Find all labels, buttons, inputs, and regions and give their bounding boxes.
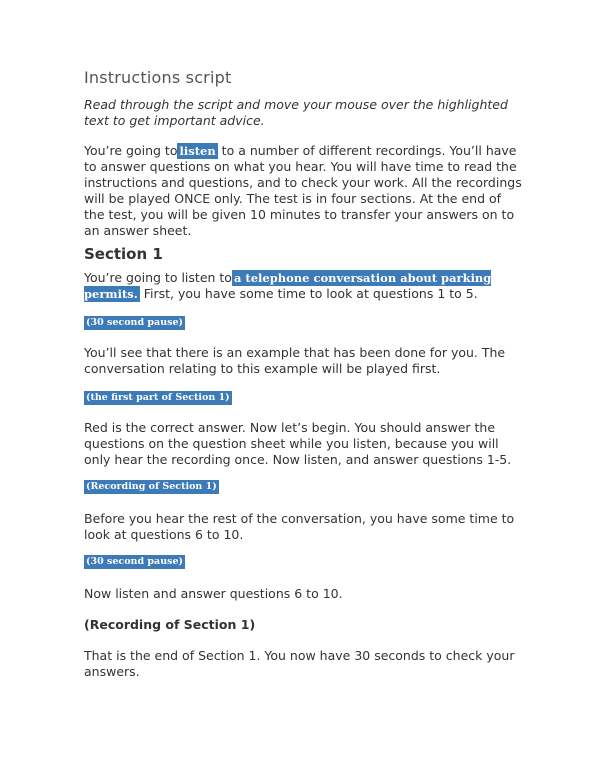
highlight-recording-section-1[interactable]: (Recording of Section 1)	[86, 481, 217, 492]
highlight-30-second-pause-2[interactable]: (30 second pause)	[86, 556, 183, 567]
paragraph-intro	[84, 143, 524, 239]
paragraph-text: You’re going to	[84, 143, 178, 158]
paragraph-end-section-1: That is the end of Section 1. You now have 30 seconds to check your answers.	[84, 648, 515, 679]
document-title: Instructions script	[84, 68, 232, 87]
paragraph-example: You’ll see that there is an example that has been done for you. The conversation relating to this example will be played first.	[84, 345, 506, 376]
paragraph-section1-intro	[84, 270, 524, 302]
paragraph-rest-of-conversation: Before you hear the rest of the conversation, you have some time to look at questions 6 to 10.	[84, 511, 515, 542]
paragraph-text: You’re going to listen to	[84, 270, 232, 285]
highlight-first-part-section-1[interactable]: (the first part of Section 1)	[86, 392, 230, 403]
recording-heading: (Recording of Section 1)	[84, 617, 256, 632]
paragraph-begin: Red is the correct answer. Now let’s begin. You should answer the questions on the question sheet while you listen, because you will only hear the recording once. Now listen, and answer questions 1-5.	[84, 420, 512, 467]
highlight-telephone-conversation[interactable]: a telephone conversation about parking permits.	[84, 271, 492, 301]
highlight-30-second-pause[interactable]: (30 second pause)	[86, 317, 183, 328]
paragraph-text: to a number of different recordings. You’ll have to answer questions on what you hear. You will have time to read the instructions and questions, and to check your work. All the recordings will be played ONCE only. The test is in four sections. At the end of the test, you will be given 10 minutes to transfer your answers on to an answer sheet.	[84, 143, 522, 238]
paragraph-questions-6-10: Now listen and answer questions 6 to 10.	[84, 586, 343, 601]
highlight-listen[interactable]: listen	[179, 144, 216, 158]
paragraph-text: First, you have some time to look at questions 1 to 5.	[143, 286, 478, 301]
intro-instructions: Read through the script and move your mouse over the highlighted text to get important advice.	[84, 97, 508, 128]
section-heading: Section 1	[84, 245, 163, 263]
